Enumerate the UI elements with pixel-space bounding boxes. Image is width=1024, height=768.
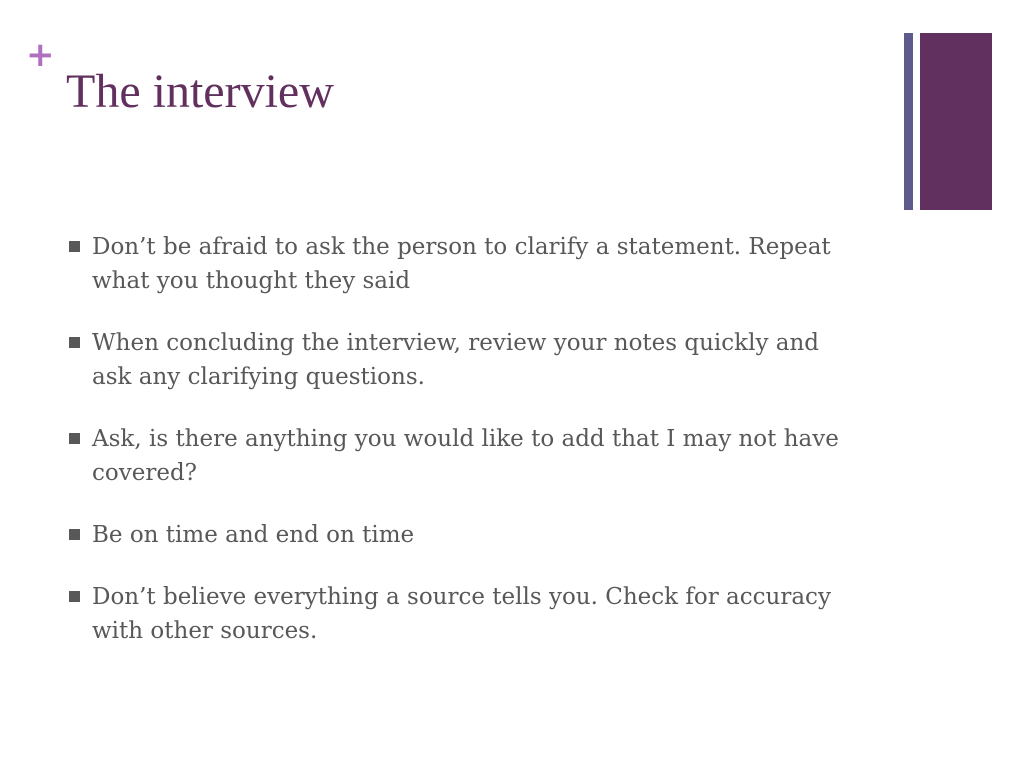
slide-title: The interview [66,65,334,118]
square-bullet-icon [69,433,80,444]
square-bullet-icon [69,591,80,602]
accent-bar-thick [920,33,992,210]
bullet-text: When concluding the interview, review your notes quickly and ask any clarifying questions. [92,330,820,390]
bullet-item [66,230,856,298]
bullet-item [66,518,856,552]
bullet-item [66,326,856,394]
square-bullet-icon [69,337,80,348]
bullet-text: Ask, is there anything you would like to add that I may not have covered? [92,426,839,486]
bullet-item [66,580,856,648]
plus-icon: + [26,35,55,75]
accent-bar-thin [904,33,913,210]
bullet-text: Don’t believe everything a source tells you. Check for accuracy with other sources. [92,584,831,644]
bullet-list [66,230,856,676]
bullet-text: Don’t be afraid to ask the person to clarify a statement. Repeat what you thought they said [92,234,831,294]
square-bullet-icon [69,241,80,252]
bullet-text: Be on time and end on time [92,522,415,548]
square-bullet-icon [69,529,80,540]
bullet-item [66,422,856,490]
